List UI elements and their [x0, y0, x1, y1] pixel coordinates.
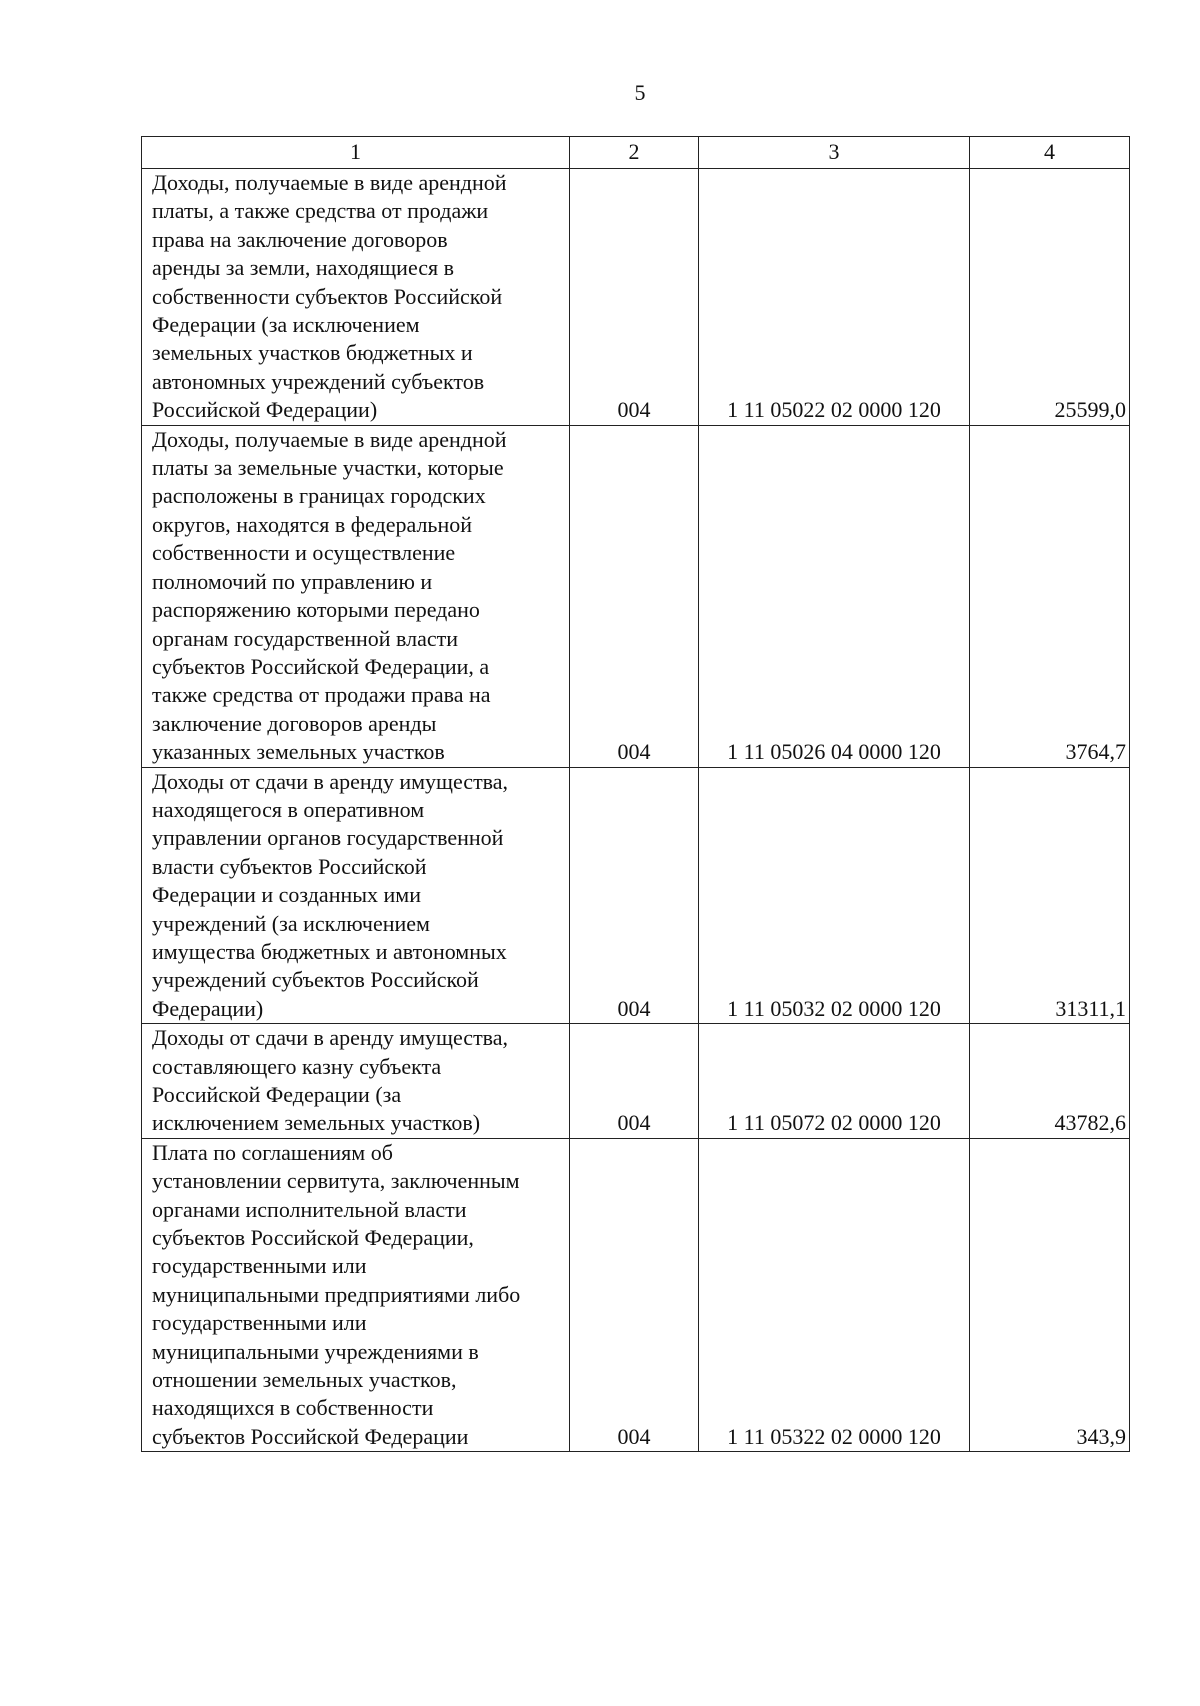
table-row	[142, 1138, 1130, 1451]
budget-classification-code: 1 11 05022 02 0000 120	[699, 169, 970, 426]
budget-classification-code: 1 11 05072 02 0000 120	[699, 1024, 970, 1139]
revenue-amount: 3764,7	[970, 425, 1130, 767]
revenue-amount: 31311,1	[970, 767, 1130, 1024]
table-row	[142, 767, 1130, 1024]
revenue-description: Доходы, получаемые в виде арендной платы, а также средства от продажи права на заключение договоров аренды за земли, находящиеся в собственности субъектов Российской Федерации (за исключением земельных участков бюджетных и автономных учреждений субъектов Российской Федерации)	[142, 169, 570, 426]
column-header-4: 4	[970, 137, 1130, 169]
revenue-table	[141, 136, 1130, 1452]
administrator-code: 004	[570, 767, 699, 1024]
administrator-code: 004	[570, 169, 699, 426]
budget-classification-code: 1 11 05026 04 0000 120	[699, 425, 970, 767]
table-row	[142, 169, 1130, 426]
administrator-code: 004	[570, 425, 699, 767]
table-body	[142, 169, 1130, 1452]
revenue-description: Доходы от сдачи в аренду имущества, составляющего казну субъекта Российской Федерации (за исключением земельных участков)	[142, 1024, 570, 1139]
table-header	[142, 137, 1130, 169]
table-row	[142, 425, 1130, 767]
revenue-description: Плата по соглашениям об установлении сервитута, заключенным органами исполнительной власти субъектов Российской Федерации, государственными или муниципальными предприятиями либо государственными или муниципальными учреждениями в отношении земельных участков, находящихся в собственности субъектов Российской Федерации	[142, 1138, 570, 1451]
column-header-2: 2	[570, 137, 699, 169]
budget-classification-code: 1 11 05322 02 0000 120	[699, 1138, 970, 1451]
revenue-amount: 43782,6	[970, 1024, 1130, 1139]
administrator-code: 004	[570, 1138, 699, 1451]
revenue-amount: 343,9	[970, 1138, 1130, 1451]
revenue-description: Доходы от сдачи в аренду имущества, находящегося в оперативном управлении органов государственной власти субъектов Российской Федерации и созданных ими учреждений (за исключением имущества бюджетных и автономных учреждений субъектов Российской Федерации)	[142, 767, 570, 1024]
revenue-amount: 25599,0	[970, 169, 1130, 426]
column-header-3: 3	[699, 137, 970, 169]
table-row	[142, 1024, 1130, 1139]
column-header-1: 1	[142, 137, 570, 169]
budget-classification-code: 1 11 05032 02 0000 120	[699, 767, 970, 1024]
administrator-code: 004	[570, 1024, 699, 1139]
header-row	[142, 137, 1130, 169]
page-number: 5	[634, 80, 646, 105]
revenue-description: Доходы, получаемые в виде арендной платы за земельные участки, которые расположены в границах городских округов, находятся в федеральной собственности и осуществление полномочий по управлению и распоряжению которыми передано органам государственной власти субъектов Российской Федерации, а также средства от продажи права на заключение договоров аренды указанных земельных участков	[142, 425, 570, 767]
